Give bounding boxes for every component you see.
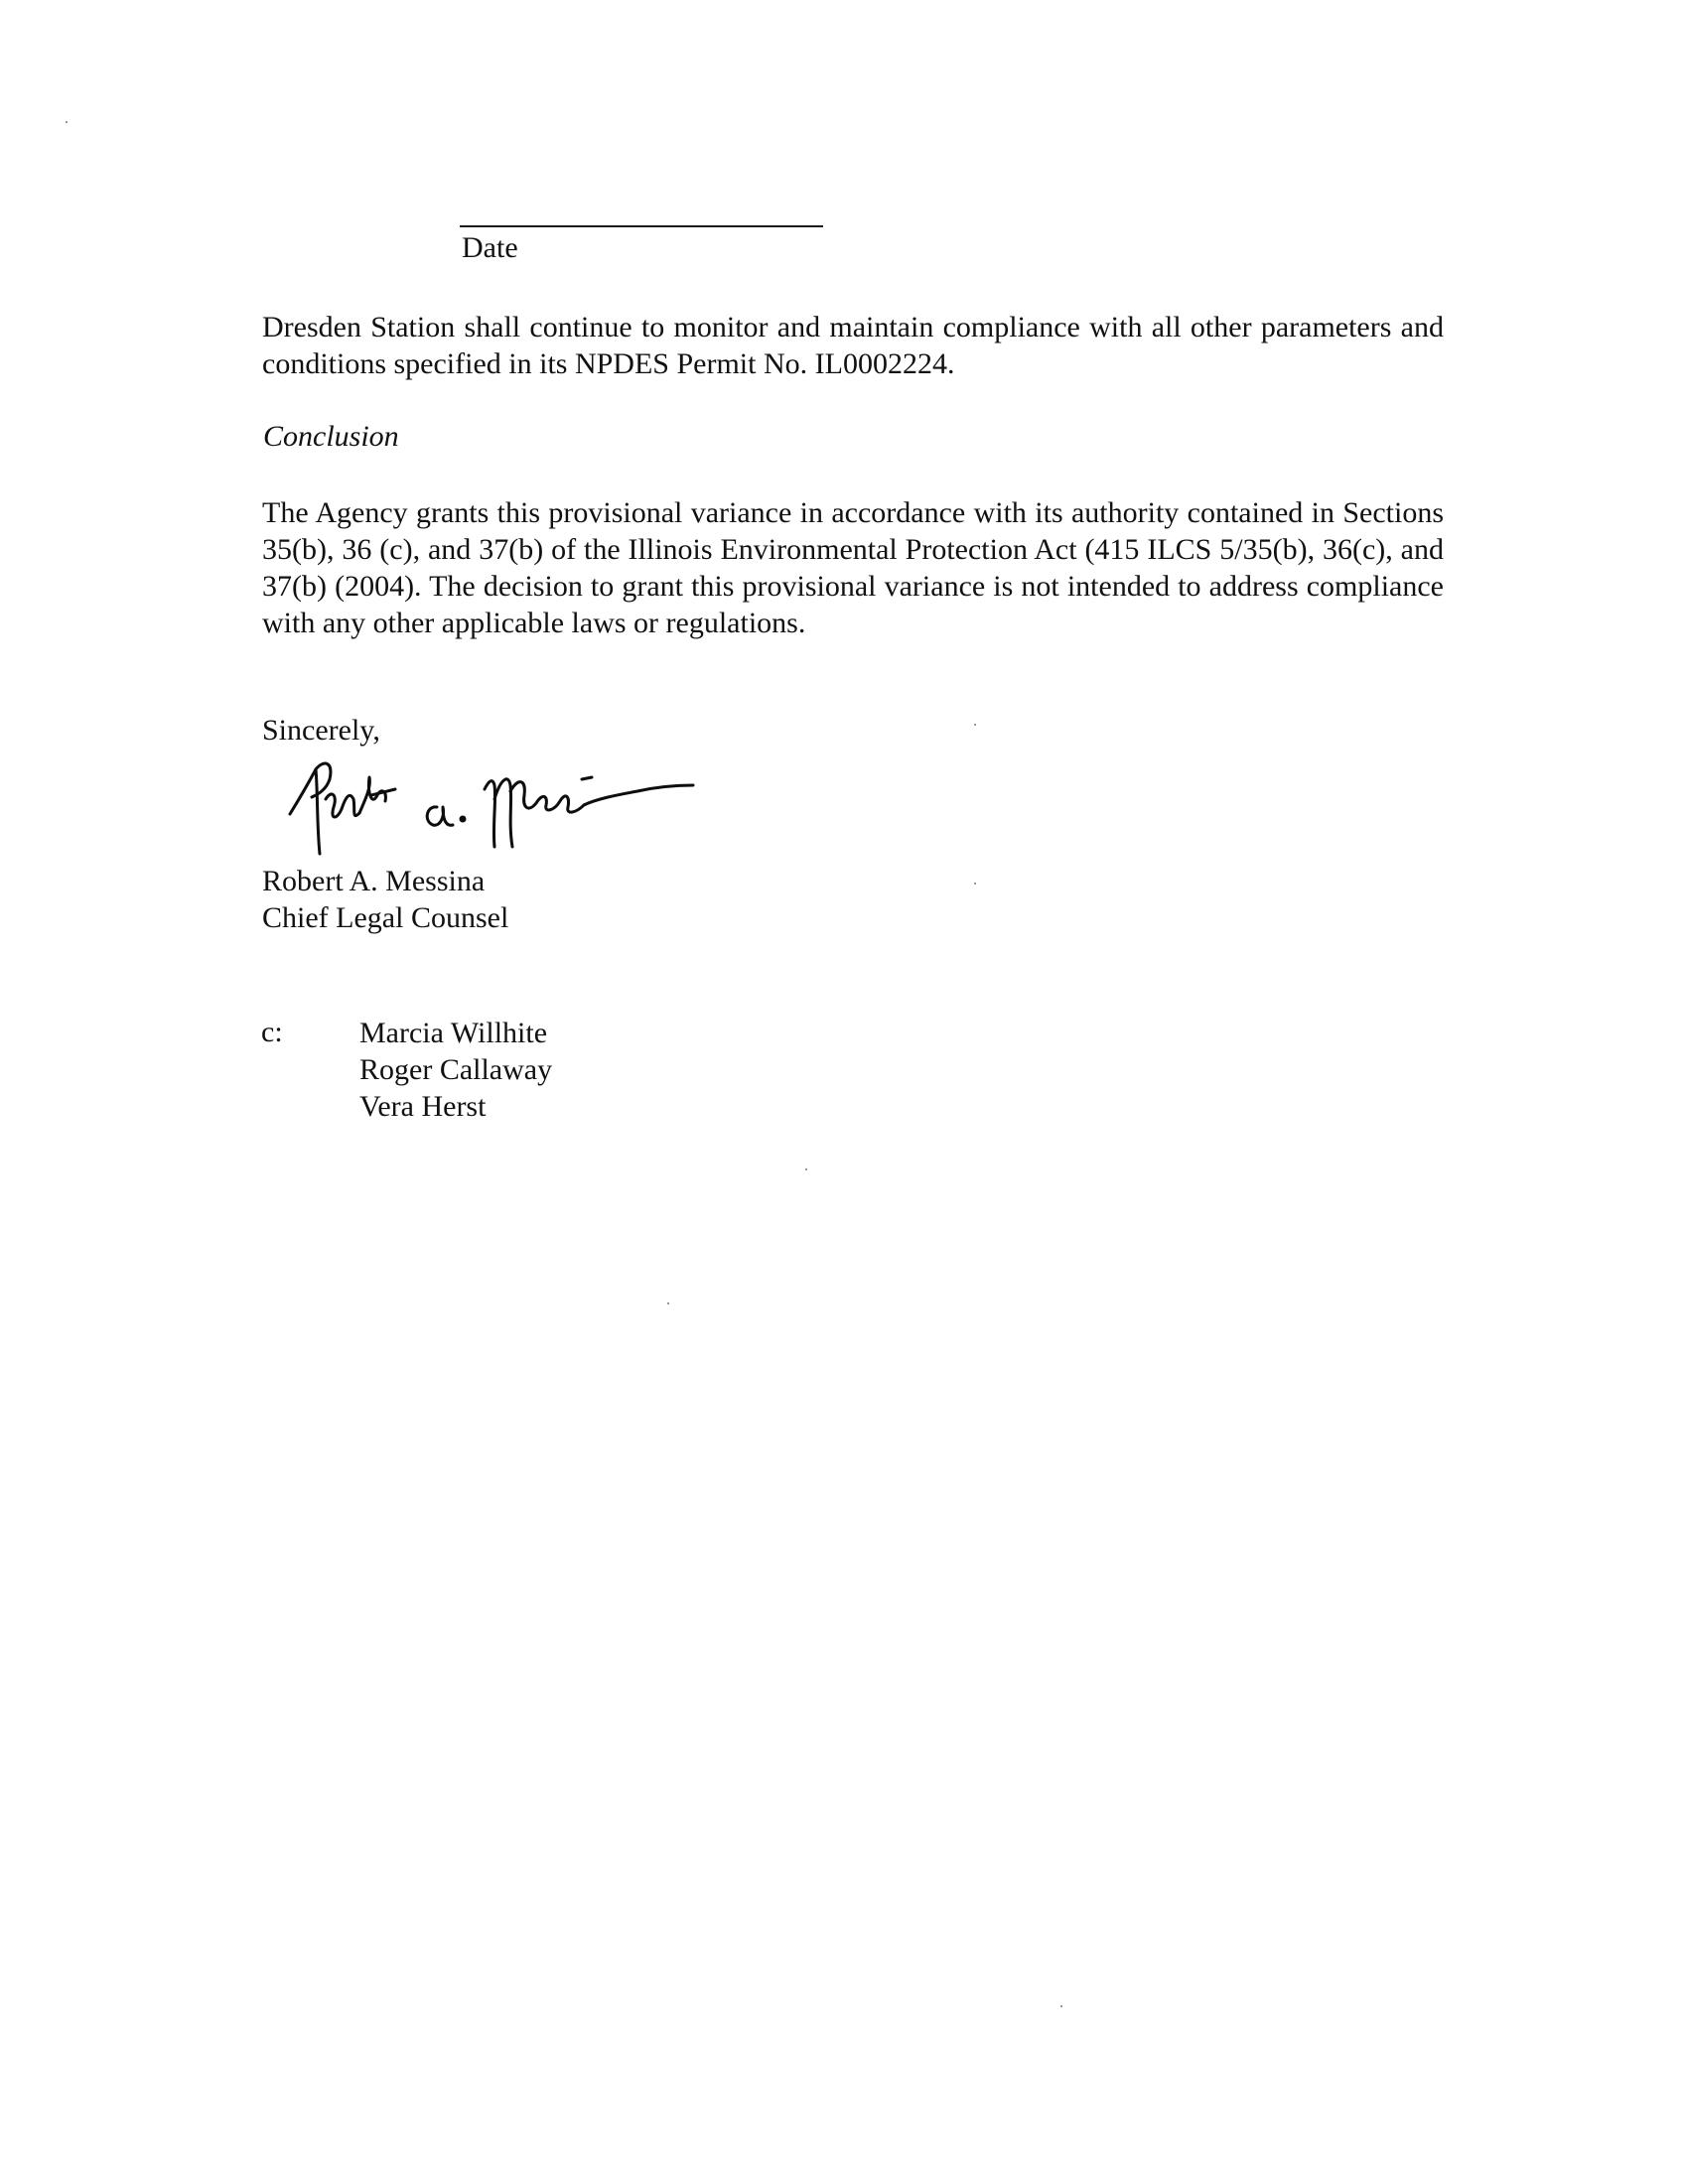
scan-speck <box>1060 2005 1062 2007</box>
signer-title: Chief Legal Counsel <box>262 901 509 934</box>
date-label: Date <box>462 231 518 264</box>
conclusion-paragraph: The Agency grants this provisional variance in accordance with its authority contained in Sections 35(b), 36 (c), and 37(b) of the Illinois Environmental Protection Act (415 ILCS 5/35(b), 36(c), and 37(b) (2004). The decision to grant this provisional variance is not intended to address compliance with any other applicable laws or regulations. <box>262 496 1444 639</box>
scan-speck <box>974 724 976 726</box>
closing-salutation: Sincerely, <box>262 714 380 747</box>
date-signature-line <box>460 225 823 227</box>
handwritten-signature <box>268 730 725 879</box>
cc-recipient-list <box>359 1015 552 1125</box>
compliance-paragraph: Dresden Station shall continue to monitor and maintain compliance with all other parameters and conditions specified in its NPDES Permit No. IL0002224. <box>262 311 1444 380</box>
scan-speck <box>667 1302 669 1304</box>
cc-recipient: Marcia Willhite <box>359 1017 548 1049</box>
conclusion-heading: Conclusion <box>263 420 399 453</box>
signer-name: Robert A. Messina <box>262 865 486 897</box>
cc-recipient: Vera Herst <box>359 1090 487 1123</box>
cc-recipient: Roger Callaway <box>359 1053 553 1086</box>
scan-speck <box>805 1168 807 1170</box>
scan-speck <box>974 883 976 885</box>
scan-speck <box>66 121 68 123</box>
cc-label: c: <box>261 1016 283 1048</box>
